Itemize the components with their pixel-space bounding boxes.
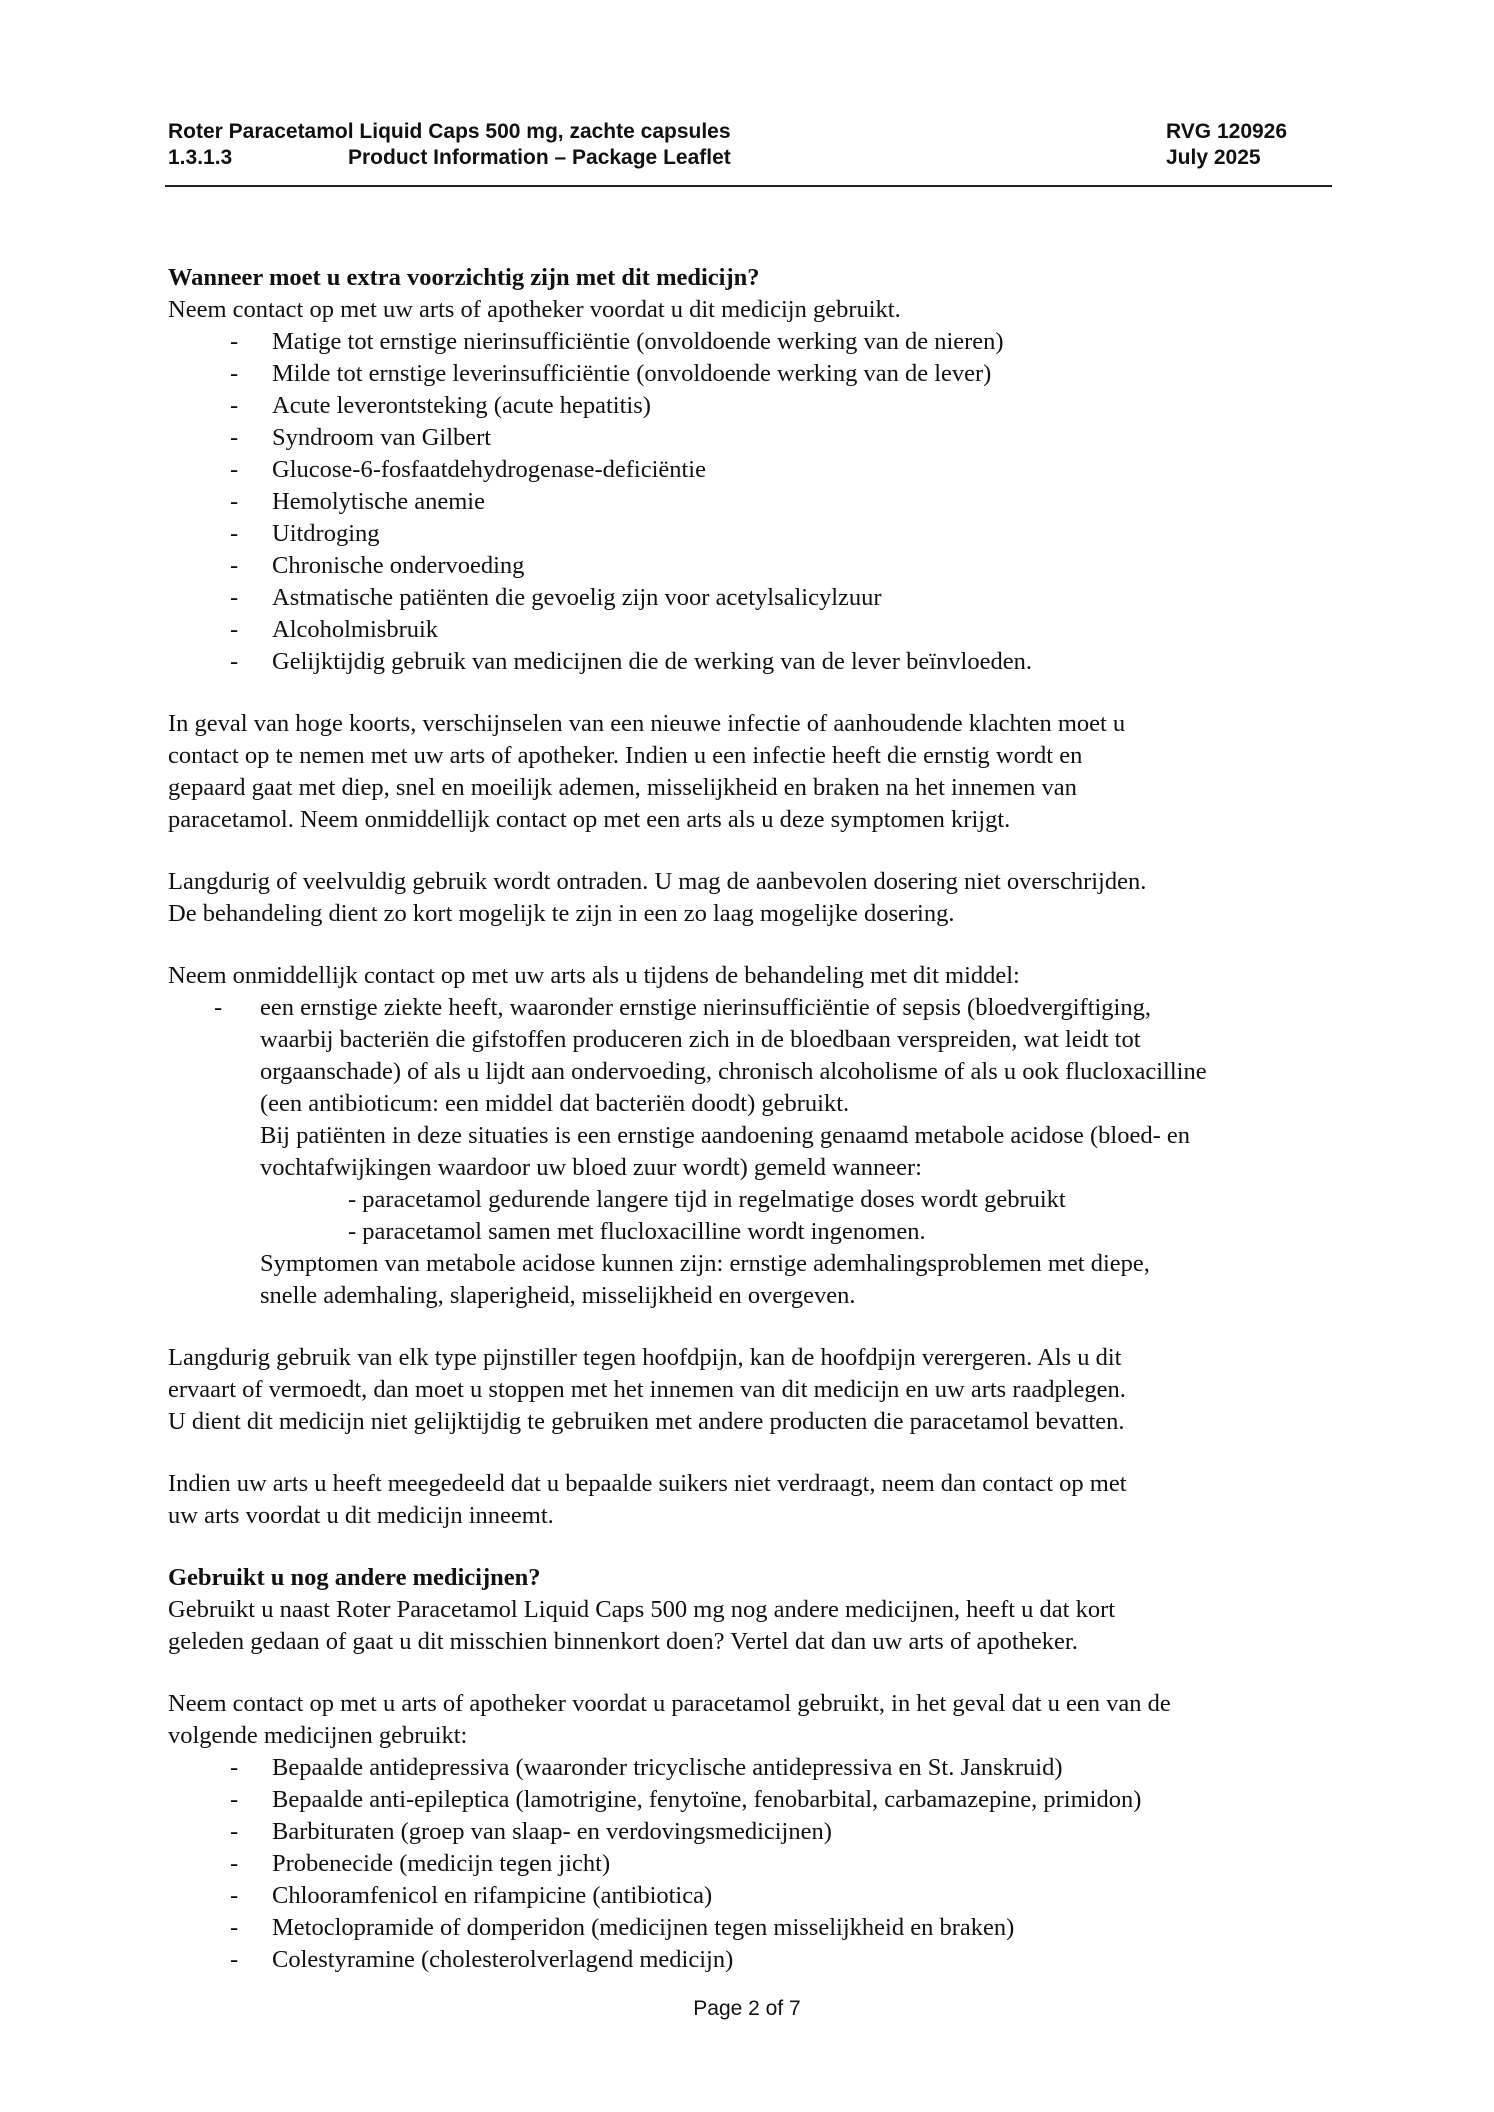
other-medicines-contact: Neem contact op met u arts of apotheker voordat u paracetamol gebruikt, in het geval dat u een van de volgende medicijnen gebruikt:: [168, 1690, 1171, 1749]
list-item: - Glucose-6-fosfaatdehydrogenase-deficiëntie: [230, 456, 706, 483]
list-item: - een ernstige ziekte heeft, waaronder ernstige nierinsufficiëntie of sepsis (bloedvergiftiging,: [214, 994, 1151, 1021]
header-section-number: 1.3.1.3: [168, 146, 233, 169]
symptoms-text: Symptomen van metabole acidose kunnen zijn: ernstige ademhalingsproblemen met diepe,: [260, 1250, 1150, 1277]
header-rule: [165, 185, 1332, 187]
header-section-title: Product Information – Package Leaflet: [348, 146, 731, 169]
list-item: - Acute leverontsteking (acute hepatitis): [230, 392, 651, 419]
precautions-list: [168, 326, 1338, 678]
list-item: - Astmatische patiënten die gevoelig zijn voor acetylsalicylzuur: [230, 584, 882, 611]
header-date: July 2025: [1166, 146, 1261, 169]
list-item: - Matige tot ernstige nierinsufficiëntie (onvoldoende werking van de nieren): [230, 328, 1004, 355]
leaflet-body: Wanneer moet u extra voorzichtig zijn met dit medicijn? Neem contact op met uw arts of apotheker voordat u dit medicijn gebruikt. - Matige tot ernstige nierinsufficiëntie (onvoldoende werking van de nieren) - Milde tot ernstige leverinsufficiëntie (onvoldoende werking van de lever) - Acute leverontsteking (acute hepatitis) - Syndroom van Gilbert - Glucose-6-fosfaatdehydrogenase-deficiëntie - Hemolytische anemie - Uitdroging - Chronische ondervoeding - Astmatische patiënten die gevoelig zijn voor acetylsalicylzuur - Alcoholmisbruik - Gelijktijdig gebruik van medicijnen die de werking van de lever beïnvloeden. In geval van hoge koorts, verschijnselen van een nieuwe infectie of aanhoudende klachten moet u contact op te nemen met uw arts of apotheker. Indien u een infectie heeft die ernstig wordt en gepaard gaat met diep, snel en moeilijk ademen, misselijkheid en braken na het innemen van paracetamol. Neem onmiddellijk contact op met een arts als u deze symptomen krijgt. Langdurig of veelvuldig gebruik wordt ontraden. U mag de aanbevolen dosering niet overschrijden. De behandeling dient zo kort mogelijk te zijn in een zo laag mogelijke dosering. Neem onmiddellijk contact op met uw arts als u tijdens de behandeling met dit middel: - een ernstige ziekte heeft, waaronder ernstige nierinsufficiëntie of sepsis (bloedvergiftiging, waarbij bacteriën die gifstoffen produceren zich in de bloedbaan verspreiden, wat leidt tot orgaanschade) of als u lijdt aan ondervoeding, chronisch alcoholisme of als u ook flucloxacilline (een antibioticum: een middel dat bacteriën doodt) gebruikt. Bij patiënten in deze situaties is een ernstige aandoening genaamd metabole acidose (bloed- en vochtafwijkingen waardoor uw bloed zuur wordt) gemeld wanneer: - paracetamol gedurende langere tijd in regelmatige doses wordt gebruikt - paracetamol samen met flucloxacilline wordt ingenomen. Symptomen van metabole acidose kunnen zijn: ernstige ademhalingsproblemen met diepe, snelle ademhaling, slaperigheid, misselijkheid en overgeven. Langdurig gebruik van elk type pijnstiller tegen hoofdpijn, kan de hoofdpijn verergeren. Als u dit ervaart of vermoedt, dan moet u stoppen met het innemen van dit medicijn en uw arts raadplegen. U dient dit medicijn niet gelijktijdig te gebruiken met andere producten die paracetamol bevatten. Indien uw arts u heeft meegedeeld dat u bepaalde suikers niet verdraagt, neem dan contact op met uw arts voordat u dit medicijn inneemt. Gebruikt u nog andere medicijnen? Gebruikt u naast Roter Paracetamol Liquid Caps 500 mg nog andere medicijnen, heeft u dat kort geleden gedaan of gaat u dit misschien binnenkort doen? Vertel dat dan uw arts of apotheker. Neem contact op met u arts of apotheker voordat u paracetamol gebruikt, in het geval dat u een van de volgende medicijnen gebruikt: - Bepaalde antidepressiva (waaronder tricyclische antidepressiva en St. Janskruid) - Bepaalde anti-epileptica (lamotrigine, fenytoïne, fenobarbital, carbamazepine, primidon) - Barbituraten (groep van slaap- en verdovingsmedicijnen) - Probenecide (medicijn tegen jicht) - Chlooramfenicol en rifampicine (antibiotica) - Metoclopramide of domperidon (medicijnen tegen misselijkheid en braken) - Colestyramine (cholesterolverlagend medicijn): [168, 262, 1338, 1976]
list-item: - Milde tot ernstige leverinsufficiëntie (onvoldoende werking van de lever): [230, 360, 992, 387]
list-item: - Bepaalde anti-epileptica (lamotrigine, fenytoïne, fenobarbital, carbamazepine, primidon): [230, 1786, 1142, 1813]
page-number: Page 2 of 7: [693, 1997, 801, 2020]
acidosis-item: - paracetamol gedurende langere tijd in regelmatige doses wordt gebruikt: [348, 1186, 1066, 1213]
contact-list: [168, 992, 1338, 1024]
other-medicines-intro: Gebruikt u naast Roter Paracetamol Liquid Caps 500 mg nog andere medicijnen, heeft u dat kort geleden gedaan of gaat u dit misschien binnenkort doen? Vertel dat dan uw arts of apotheker.: [168, 1596, 1116, 1655]
header-rvg: RVG 120926: [1166, 120, 1288, 143]
list-item: - Probenecide (medicijn tegen jicht): [230, 1850, 611, 1877]
section-heading-precautions: Wanneer moet u extra voorzichtig zijn met dit medicijn?: [168, 264, 760, 291]
precautions-intro: Neem contact op met uw arts of apotheker voordat u dit medicijn gebruikt.: [168, 296, 901, 323]
header-product-title: Roter Paracetamol Liquid Caps 500 mg, zachte capsules: [168, 120, 731, 143]
list-item: - Syndroom van Gilbert: [230, 424, 492, 451]
paragraph-fever: In geval van hoge koorts, verschijnselen van een nieuwe infectie of aanhoudende klachten moet u contact op te nemen met uw arts of apotheker. Indien u een infectie heeft die ernstig wordt en gepaard gaat met diep, snel en moeilijk ademen, misselijkheid en braken na het innemen van paracetamol. Neem onmiddellijk contact op met een arts als u deze symptomen krijgt.: [168, 710, 1126, 833]
paragraph-sugars: Indien uw arts u heeft meegedeeld dat u bepaalde suikers niet verdraagt, neem dan contact op met uw arts voordat u dit medicijn inneemt.: [168, 1470, 1127, 1529]
section-heading-other-medicines: Gebruikt u nog andere medicijnen?: [168, 1564, 541, 1591]
list-item: - Gelijktijdig gebruik van medicijnen die de werking van de lever beïnvloeden.: [230, 648, 1032, 675]
list-item: - Colestyramine (cholesterolverlagend medicijn): [230, 1946, 734, 1973]
other-medicines-list: [168, 1752, 1338, 1976]
list-item: - Chlooramfenicol en rifampicine (antibiotica): [230, 1882, 713, 1909]
paragraph-headache: Langdurig gebruik van elk type pijnstiller tegen hoofdpijn, kan de hoofdpijn verergeren. Als u dit ervaart of vermoedt, dan moet u stoppen met het innemen van dit medicijn en uw arts raadplegen. U dient dit medicijn niet gelijktijdig te gebruiken met andere producten die paracetamol bevatten.: [168, 1344, 1126, 1435]
list-item: - Barbituraten (groep van slaap- en verdovingsmedicijnen): [230, 1818, 832, 1845]
acidosis-item: - paracetamol samen met flucloxacilline wordt ingenomen.: [348, 1218, 926, 1245]
list-item: - Chronische ondervoeding: [230, 552, 525, 579]
paragraph-contact-intro: Neem onmiddellijk contact op met uw arts als u tijdens de behandeling met dit middel:: [168, 962, 1020, 989]
paragraph-long-use: Langdurig of veelvuldig gebruik wordt ontraden. U mag de aanbevolen dosering niet overschrijden. De behandeling dient zo kort mogelijk te zijn in een zo laag mogelijke dosering.: [168, 868, 1147, 927]
list-item: - Bepaalde antidepressiva (waaronder tricyclische antidepressiva en St. Janskruid): [230, 1754, 1063, 1781]
list-item: - Hemolytische anemie: [230, 488, 485, 515]
list-item: - Alcoholmisbruik: [230, 616, 439, 643]
acidosis-text: Bij patiënten in deze situaties is een ernstige aandoening genaamd metabole acidose (bloed- en: [260, 1122, 1190, 1149]
list-item: - Metoclopramide of domperidon (medicijnen tegen misselijkheid en braken): [230, 1914, 1015, 1941]
list-item: - Uitdroging: [230, 520, 380, 547]
